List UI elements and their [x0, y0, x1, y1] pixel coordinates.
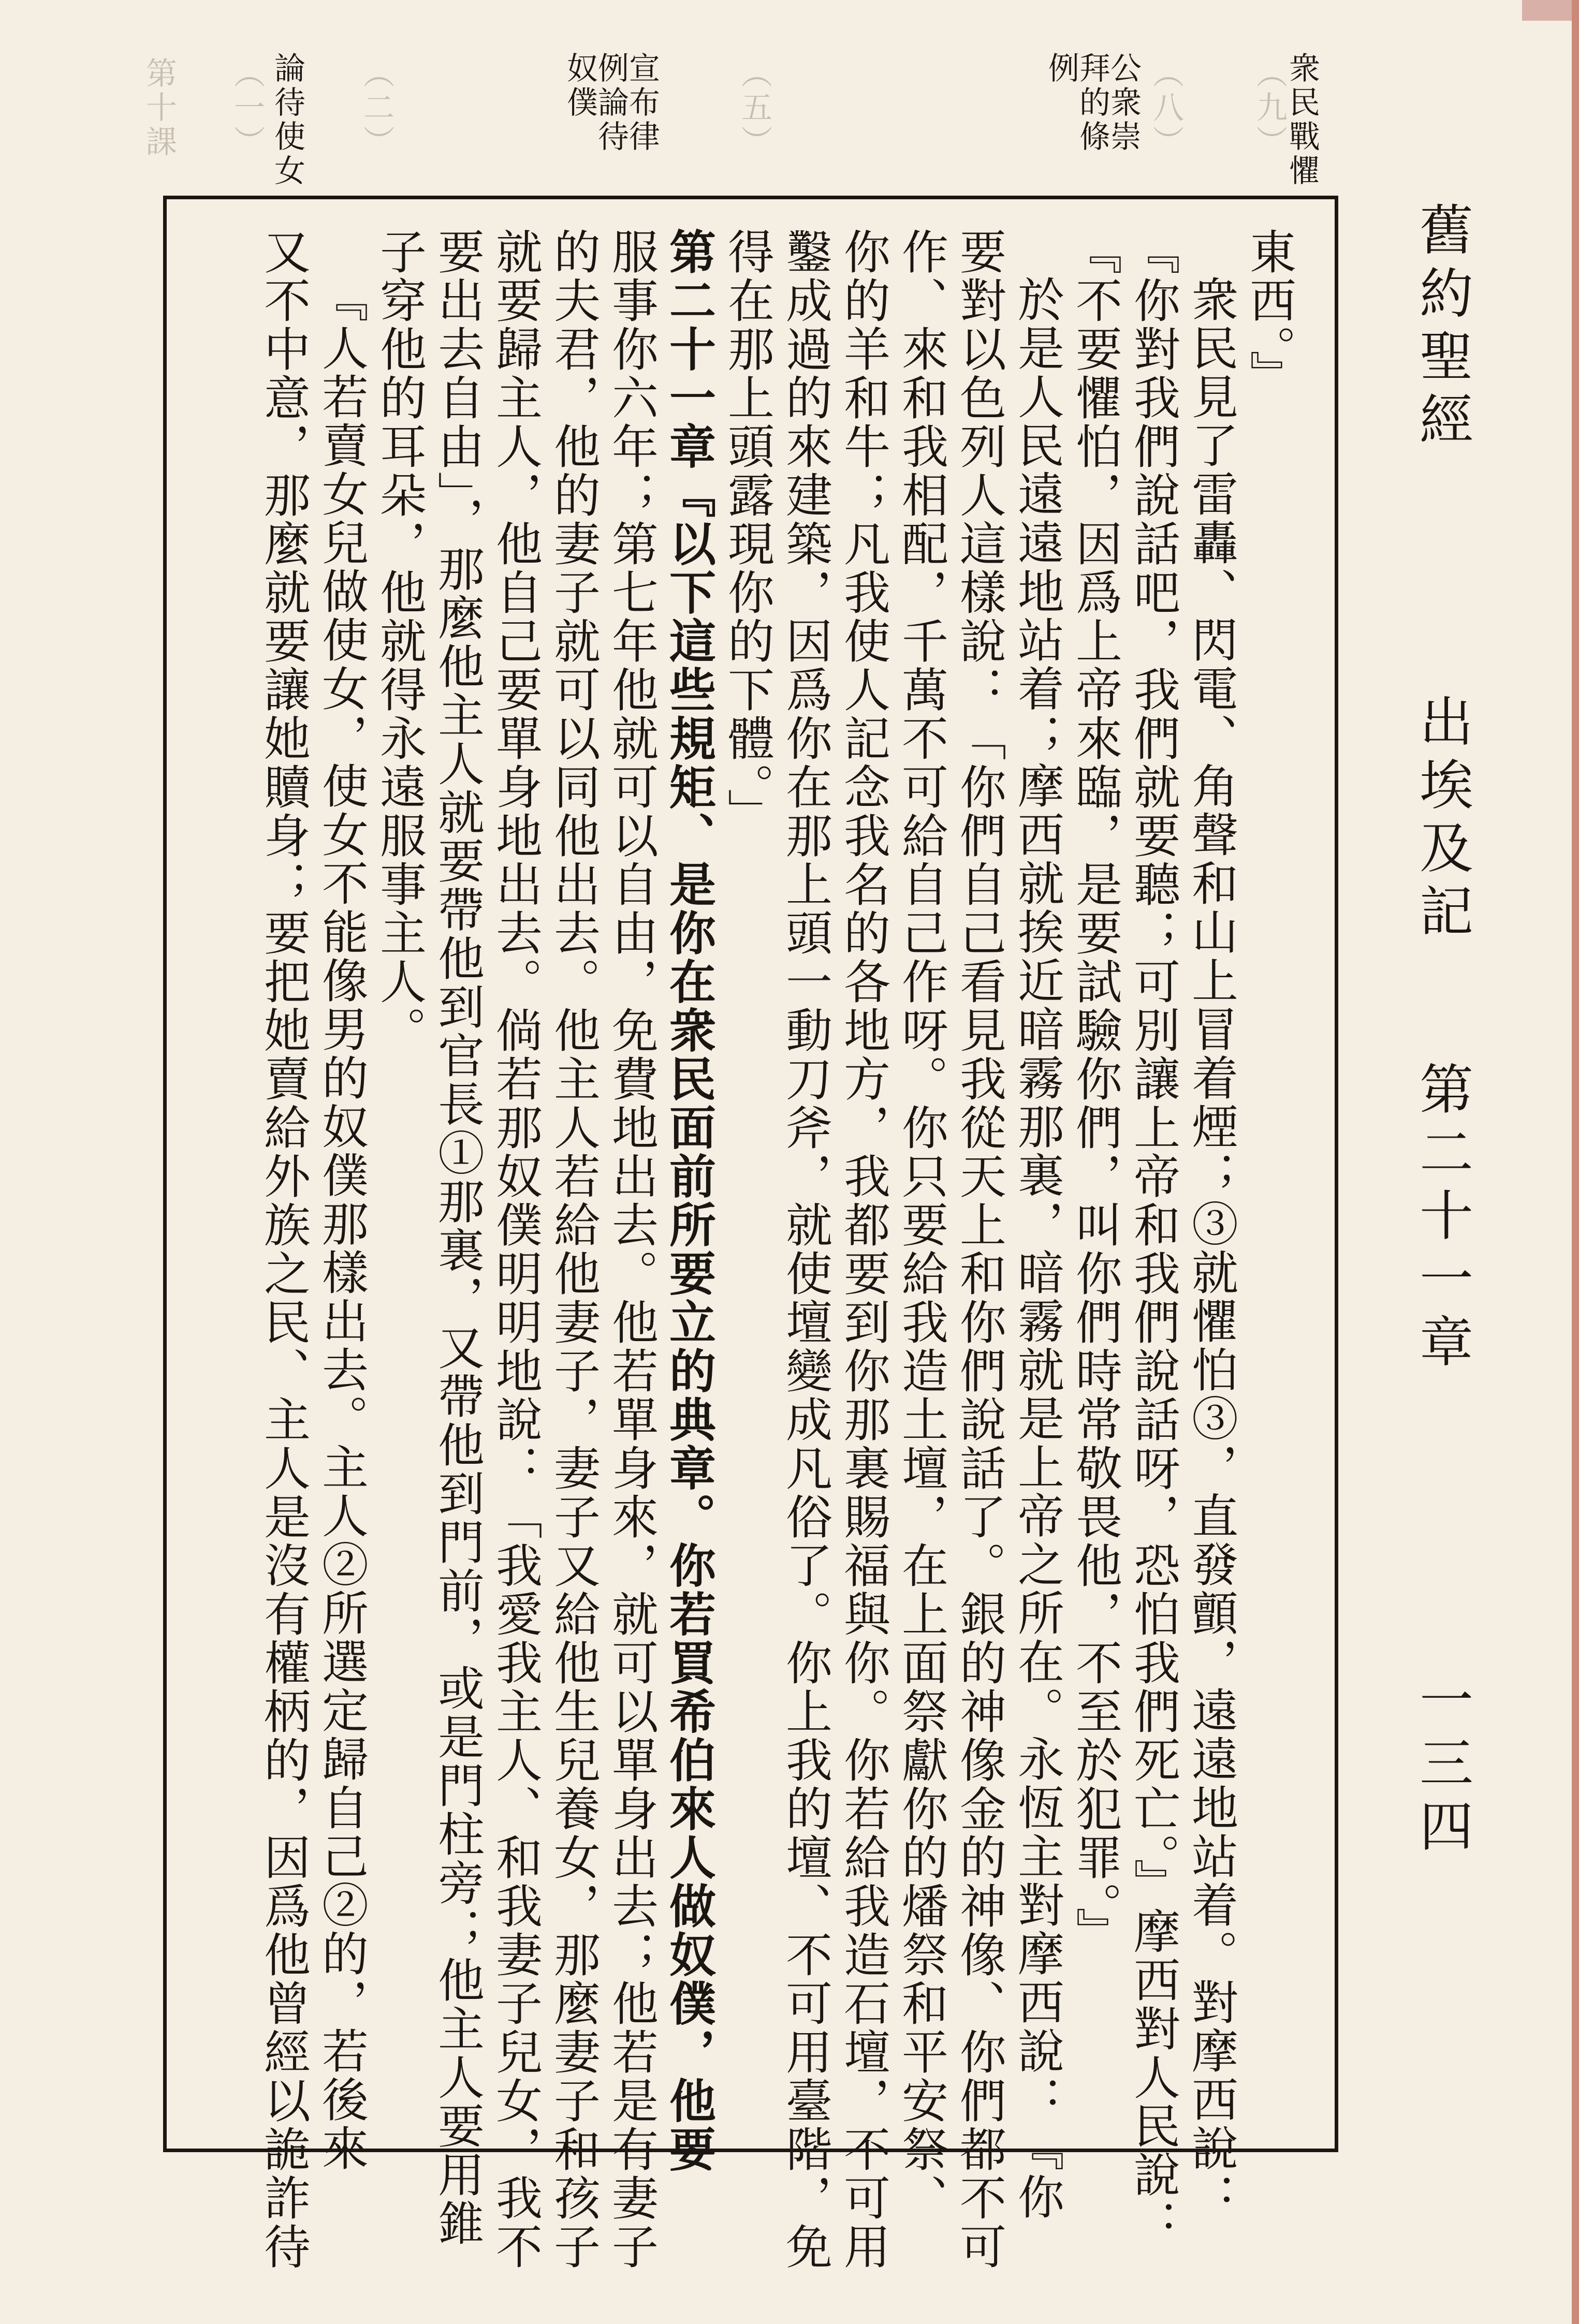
- text-line: 要出去自由」，那麼他主人就要帶他到官長①那裏，又帶他到門前，或是門柱旁；他主人要用錐: [430, 228, 484, 2248]
- ghost-mark: 第十課: [141, 57, 177, 159]
- text-line: 得在那上頭露現你的下體。」: [720, 228, 774, 837]
- text-line: 服事你六年；第七年他就可以自由，免費地出去。他若單身來，就可以單身出去；他若是有妻子: [604, 228, 658, 2271]
- ghost-mark: （二）: [358, 57, 394, 159]
- ghost-mark: （五）: [736, 57, 772, 159]
- chapter-heading: 第二十一章: [1410, 1061, 1473, 1377]
- text-line: 又不中意，那麼就要讓她贖身；要把她賣給外族之民、主人是沒有權柄的，因爲他曾經以詭詐待: [256, 228, 310, 2271]
- text-line: 的夫君，他的妻子就可以同他出去。他主人若給他妻子，妻子又給他生兒養女，那麼妻子和孩子: [546, 228, 600, 2271]
- book-name: 出埃及記: [1410, 694, 1473, 946]
- margin-note: 宣布律例論待奴僕: [562, 52, 660, 154]
- chapter-start-line: 第二十一章『以下這些規矩、是你在衆民面前所要立的典章。你若買希伯來人做奴僕，他要: [661, 228, 716, 2174]
- ghost-mark: （一）: [229, 57, 265, 159]
- margin-note: 公衆崇拜的條例: [1043, 52, 1142, 154]
- text-line: 作、來和我相配，千萬不可給自己作呀。你只要給我造土壇，在上面祭獻你的燔祭和平安祭、: [894, 228, 948, 2223]
- text-line: 『你對我們說話吧，我們就要聽；可別讓上帝和我們說話呀，恐怕我們死亡。』摩西對人民說：: [1125, 228, 1180, 2248]
- ghost-mark: （八）: [1148, 57, 1184, 159]
- text-line: 『不要懼怕，因爲上帝來臨，是要試驗你們，叫你們時常敬畏他，不至於犯罪。』: [1068, 228, 1122, 1956]
- book-title: 舊約聖經: [1410, 202, 1473, 454]
- text-line: 就要歸主人，他自己要單身地出去。倘若那奴僕明明地說：「我愛我主人、和我妻子兒女，我不: [488, 228, 542, 2271]
- text-line: 『人若賣女兒做使女，使女不能像男的奴僕那樣出去。主人②所選定歸自己②的，若後來: [314, 275, 368, 2173]
- text-line: 子穿他的耳朵，他就得永遠服事主人。: [372, 228, 426, 1055]
- text-line: 於是人民遠遠地站着；摩西就挨近暗霧那裏，暗霧就是上帝之所在。永恆主對摩西說：『你: [1010, 275, 1064, 2222]
- text-line: 鑿成過的來建築，因爲你在那上頭一動刀斧，就使壇變成凡俗了。你上我的壇、不可用臺階，免: [778, 228, 832, 2271]
- page-edge: [1572, 0, 1579, 2324]
- text-line: 衆民見了雷轟、閃電、角聲和山上冒着煙；③就懼怕③，直發顫，遠遠地站着。對摩西說：: [1183, 275, 1238, 2222]
- text-line: 你的羊和牛；凡我使人記念我名的各地方，我都要到你那裏賜福與你。你若給我造石壇，不可用: [836, 228, 890, 2271]
- margin-note: 衆民戰懼: [1284, 52, 1320, 188]
- ghost-mark: （九）: [1251, 57, 1288, 159]
- page-number: 一三四: [1410, 1672, 1473, 1861]
- text-line: 東西。』: [1241, 228, 1296, 399]
- margin-note: 論待使女: [269, 52, 305, 188]
- text-line: 要對以色列人這樣說：「你們自己看見我從天上和你們說話了。銀的神像金的神像、你們都不可: [952, 228, 1006, 2271]
- page-edge-stain: [1522, 0, 1579, 21]
